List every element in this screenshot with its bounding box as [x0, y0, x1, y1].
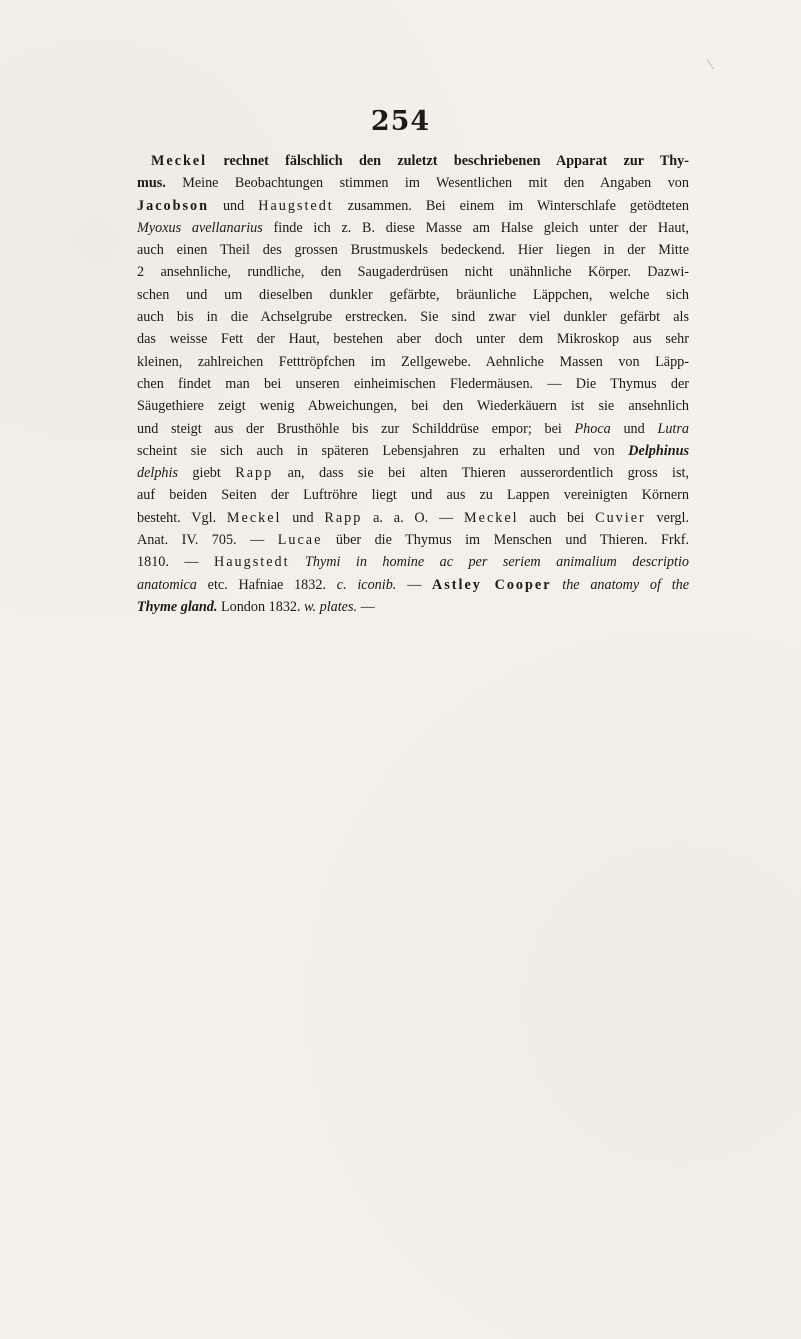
text-run: das weisse Fett der Haut, bestehen aber doch unter dem Mikroskop aus sehr [137, 331, 689, 348]
text-run: anatomica [137, 576, 197, 593]
text-line [137, 150, 689, 172]
text-run: London 1832. [217, 598, 305, 615]
text-run: Thymi in homine ac per seriem animalium descriptio [305, 554, 689, 571]
text-run: schen und um dieselben dunkler gefärbte, bräunliche Läppchen, welche sich [137, 286, 689, 303]
text-run: rechnet fälschlich den zuletzt beschriebenen Apparat zur Thy- [207, 153, 689, 169]
text-line [137, 551, 689, 573]
text-line [137, 373, 689, 395]
text-run: über die Thymus im Menschen und Thieren. Frkf. [322, 532, 689, 549]
text-run: Rapp [324, 509, 363, 526]
text-run: Meckel [151, 153, 208, 169]
text-run: 2 ansehnliche, rundliche, den Saugaderdrüsen nicht unähnliche Körper. Dazwi- [137, 264, 689, 281]
text-run [290, 554, 305, 570]
text-line [137, 596, 689, 618]
text-run: und [610, 420, 658, 437]
page-number: 254 [370, 106, 431, 137]
text-line [137, 462, 689, 484]
text-line [137, 172, 689, 194]
text-run: und [208, 197, 259, 214]
text-run: Jacobson [137, 197, 209, 214]
text-run: und [281, 509, 325, 526]
text-line [137, 507, 689, 529]
text-line [137, 395, 689, 417]
text-run: w. plates. [304, 598, 358, 615]
text-line [137, 284, 689, 306]
text-run: c. iconib. [336, 576, 397, 593]
text-line [137, 239, 689, 261]
text-run: Lutra [657, 420, 689, 437]
text-run: the anatomy of the [562, 576, 690, 593]
text-run: scheint sie sich auch in späteren Lebensjahren zu erhalten und von [137, 442, 629, 459]
text-run: kleinen, zahlreichen Fetttröpfchen im Zellgewebe. Aehnliche Massen von Läpp- [137, 353, 689, 370]
text-run: — [357, 598, 375, 615]
text-run: Phoca [574, 420, 611, 437]
text-line [137, 306, 689, 328]
text-run: zusammen. Bei einem im Winterschlafe getödteten [333, 197, 689, 214]
text-line [137, 351, 689, 373]
text-line [137, 440, 689, 462]
text-run: Meckel [464, 509, 519, 526]
text-run: a. a. O. — [362, 509, 465, 526]
text-run: Anat. IV. 705. — [137, 532, 278, 549]
text-run: Säugethiere zeigt wenig Abweichungen, bei den Wiederkäuern ist sie ansehnlich [137, 398, 689, 415]
text-run: chen findet man bei unseren einheimischen Fledermäusen. — Die Thymus der [137, 375, 689, 392]
text-run: Thyme gland. [137, 598, 218, 615]
text-run [552, 577, 563, 593]
text-line [137, 418, 689, 440]
text-run: delphis [137, 465, 178, 482]
pencil-mark-icon [695, 59, 714, 77]
text-line [137, 217, 689, 239]
text-run: Myoxus avellanarius [137, 219, 263, 236]
text-run: auch einen Theil des grossen Brustmuskels bedeckend. Hier liegen in der Mitte [137, 242, 689, 259]
text-run: Lucae [277, 532, 323, 549]
text-run: etc. Hafniae 1832. [196, 576, 337, 593]
text-run: auch bis in die Achselgrube erstrecken. Sie sind zwar viel dunkler gefärbt als [137, 309, 689, 326]
text-line [137, 529, 689, 551]
text-run: besteht. Vgl. [137, 509, 227, 526]
text-run: — [396, 576, 433, 593]
text-run: Meine Beobachtungen stimmen im Wesentlichen mit den Angaben von [165, 175, 689, 192]
text-run: 1810. — [137, 554, 215, 571]
text-run: auf beiden Seiten der Luftröhre liegt und aus zu Lappen vereinigten Körnern [137, 487, 689, 504]
text-run: Haugstedt [214, 554, 290, 571]
text-line [137, 261, 689, 283]
text-line [137, 328, 689, 350]
text-run: Rapp [235, 465, 274, 482]
text-run: Delphinus [628, 442, 689, 459]
text-run: und steigt aus der Brusthöhle bis zur Schilddrüse empor; bei [137, 420, 575, 437]
text-run: Cuvier [595, 509, 646, 526]
text-run: finde ich z. B. diese Masse am Halse gleich unter der Haut, [262, 219, 689, 236]
text-run: giebt [177, 465, 236, 482]
text-run: mus. [137, 175, 166, 192]
text-line [137, 484, 689, 506]
text-line [137, 574, 689, 596]
text-line [137, 195, 689, 217]
text-run: Meckel [226, 509, 282, 526]
text-run: Astley Cooper [432, 576, 552, 593]
text-run: an, dass sie bei alten Thieren ausserordentlich gross ist, [273, 465, 689, 482]
text-run: auch bei [518, 509, 596, 526]
text-run: vergl. [645, 509, 689, 526]
body-paragraph [137, 150, 689, 618]
text-run: Haugstedt [258, 197, 334, 214]
